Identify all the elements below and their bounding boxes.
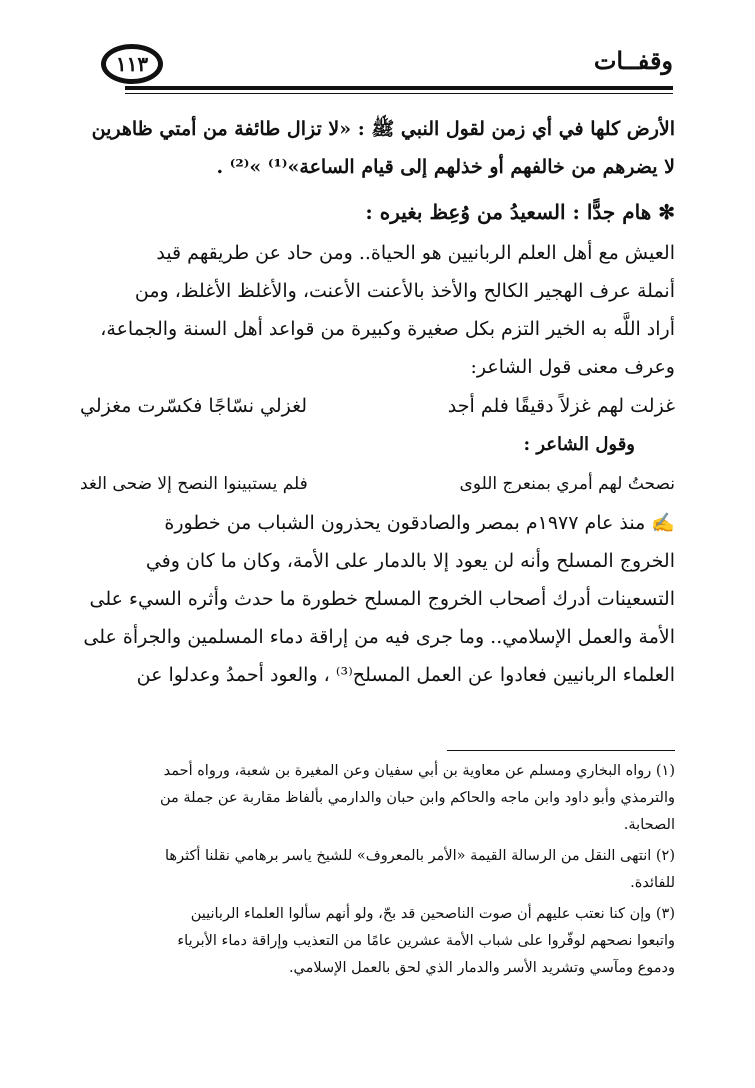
footnote-line: الصحابة.	[623, 817, 675, 833]
running-title: وقفــات	[588, 46, 673, 75]
poem-first-hemistich: نصحتُ لهم أمري بمنعرج اللوى	[459, 474, 675, 494]
footnote-2	[80, 843, 675, 897]
footnote-line: ودموع ومآسي وتشريد الأسر والدمار الذي لحق بالعمل الإسلامي.	[288, 960, 675, 976]
footnote-1	[80, 758, 675, 839]
header-rule-thin	[125, 93, 673, 94]
text-line: أنملة عرف الهجير الكالح والأخذ بالأعنت الأعنت، والأغلظ الأغلظ، ومن	[134, 280, 675, 302]
poem-second-hemistich: لغزلي نسّاجًا فكسّرت مغزلي	[80, 395, 308, 417]
text-line: العيش مع أهل العلم الربانيين هو الحياة.. ومن حاد عن طريقهم قيد	[156, 242, 675, 264]
footnote-line: (٣) وإن كنا نعتب عليهم أن صوت الناصحين قد بحّ، ولو أنهم سألوا العلماء الربانيين	[190, 906, 675, 922]
page-number: ١١٣	[101, 44, 163, 84]
footnote-line: للفائدة.	[630, 875, 675, 891]
footnotes	[80, 758, 675, 982]
section-heading: ✻ هام جدًّا : السعيدُ من وُعِظ بغيره :	[365, 200, 675, 224]
text-line: العلماء الربانيين فعادوا عن العمل المسلح⁽³⁾ ، والعود أحمدُ وعدلوا عن	[136, 664, 675, 686]
footnote-line: (١) رواه البخاري ومسلم عن معاوية بن أبي سفيان وعن المغيرة بن شعبة، ورواه أحمد	[163, 763, 675, 779]
header-rule-thick	[125, 86, 673, 90]
text-line: ✍ منذ عام ١٩٧٧م بمصر والصادقون يحذرون الشباب من خطورة	[164, 512, 675, 534]
poem-first-hemistich: غزلت لهم غزلاً دقيقًا فلم أجد	[447, 395, 675, 417]
text-line: الخروج المسلح وأنه لن يعود إلا بالدمار على الأمة، وكان ما كان وفي	[145, 550, 675, 572]
text-line: الأرض كلها في أي زمن لقول النبي ﷺ : «لا تزال طائفة من أمتي ظاهرين	[91, 118, 675, 140]
footnote-3	[80, 901, 675, 982]
poet-intro: وقول الشاعر :	[523, 434, 635, 455]
poem-verse	[80, 464, 675, 504]
poem-verse	[80, 386, 675, 426]
text-line: التسعينات أدرك أصحاب الخروج المسلح خطورة ما حدث وأثره السيء على	[89, 588, 675, 610]
poem-second-hemistich: فلم يستبينوا النصح إلا ضحى الغد	[80, 474, 308, 494]
text-line: أراد اللَّه به الخير التزم بكل صغيرة وكبيرة من قواعد أهل السنة والجماعة،	[100, 318, 675, 340]
main-text	[80, 110, 675, 694]
footnote-line: واتبعوا نصحهم لوفّروا على شباب الأمة عشرين عامًا من التعذيب وإراقة دماء الأبرياء	[177, 933, 675, 949]
text-line: لا يضرهم من خالفهم أو خذلهم إلى قيام الساعة»⁽¹⁾ »⁽²⁾ .	[216, 156, 675, 178]
footnote-line: (٢) انتهى النقل من الرسالة القيمة «الأمر بالمعروف» للشيخ ياسر برهامي نقلنا أكثرها	[165, 848, 675, 864]
page-header	[95, 40, 673, 100]
footnote-separator	[447, 750, 675, 751]
text-line: وعرف معنى قول الشاعر:	[470, 356, 675, 378]
text-line: الأمة والعمل الإسلامي.. وما جرى فيه من إراقة دماء المسلمين والجرأة على	[83, 626, 675, 648]
footnote-line: والترمذي وأبو داود وابن ماجه والحاكم وابن حبان والدارمي بألفاظ مقاربة عن جملة من	[159, 790, 675, 806]
